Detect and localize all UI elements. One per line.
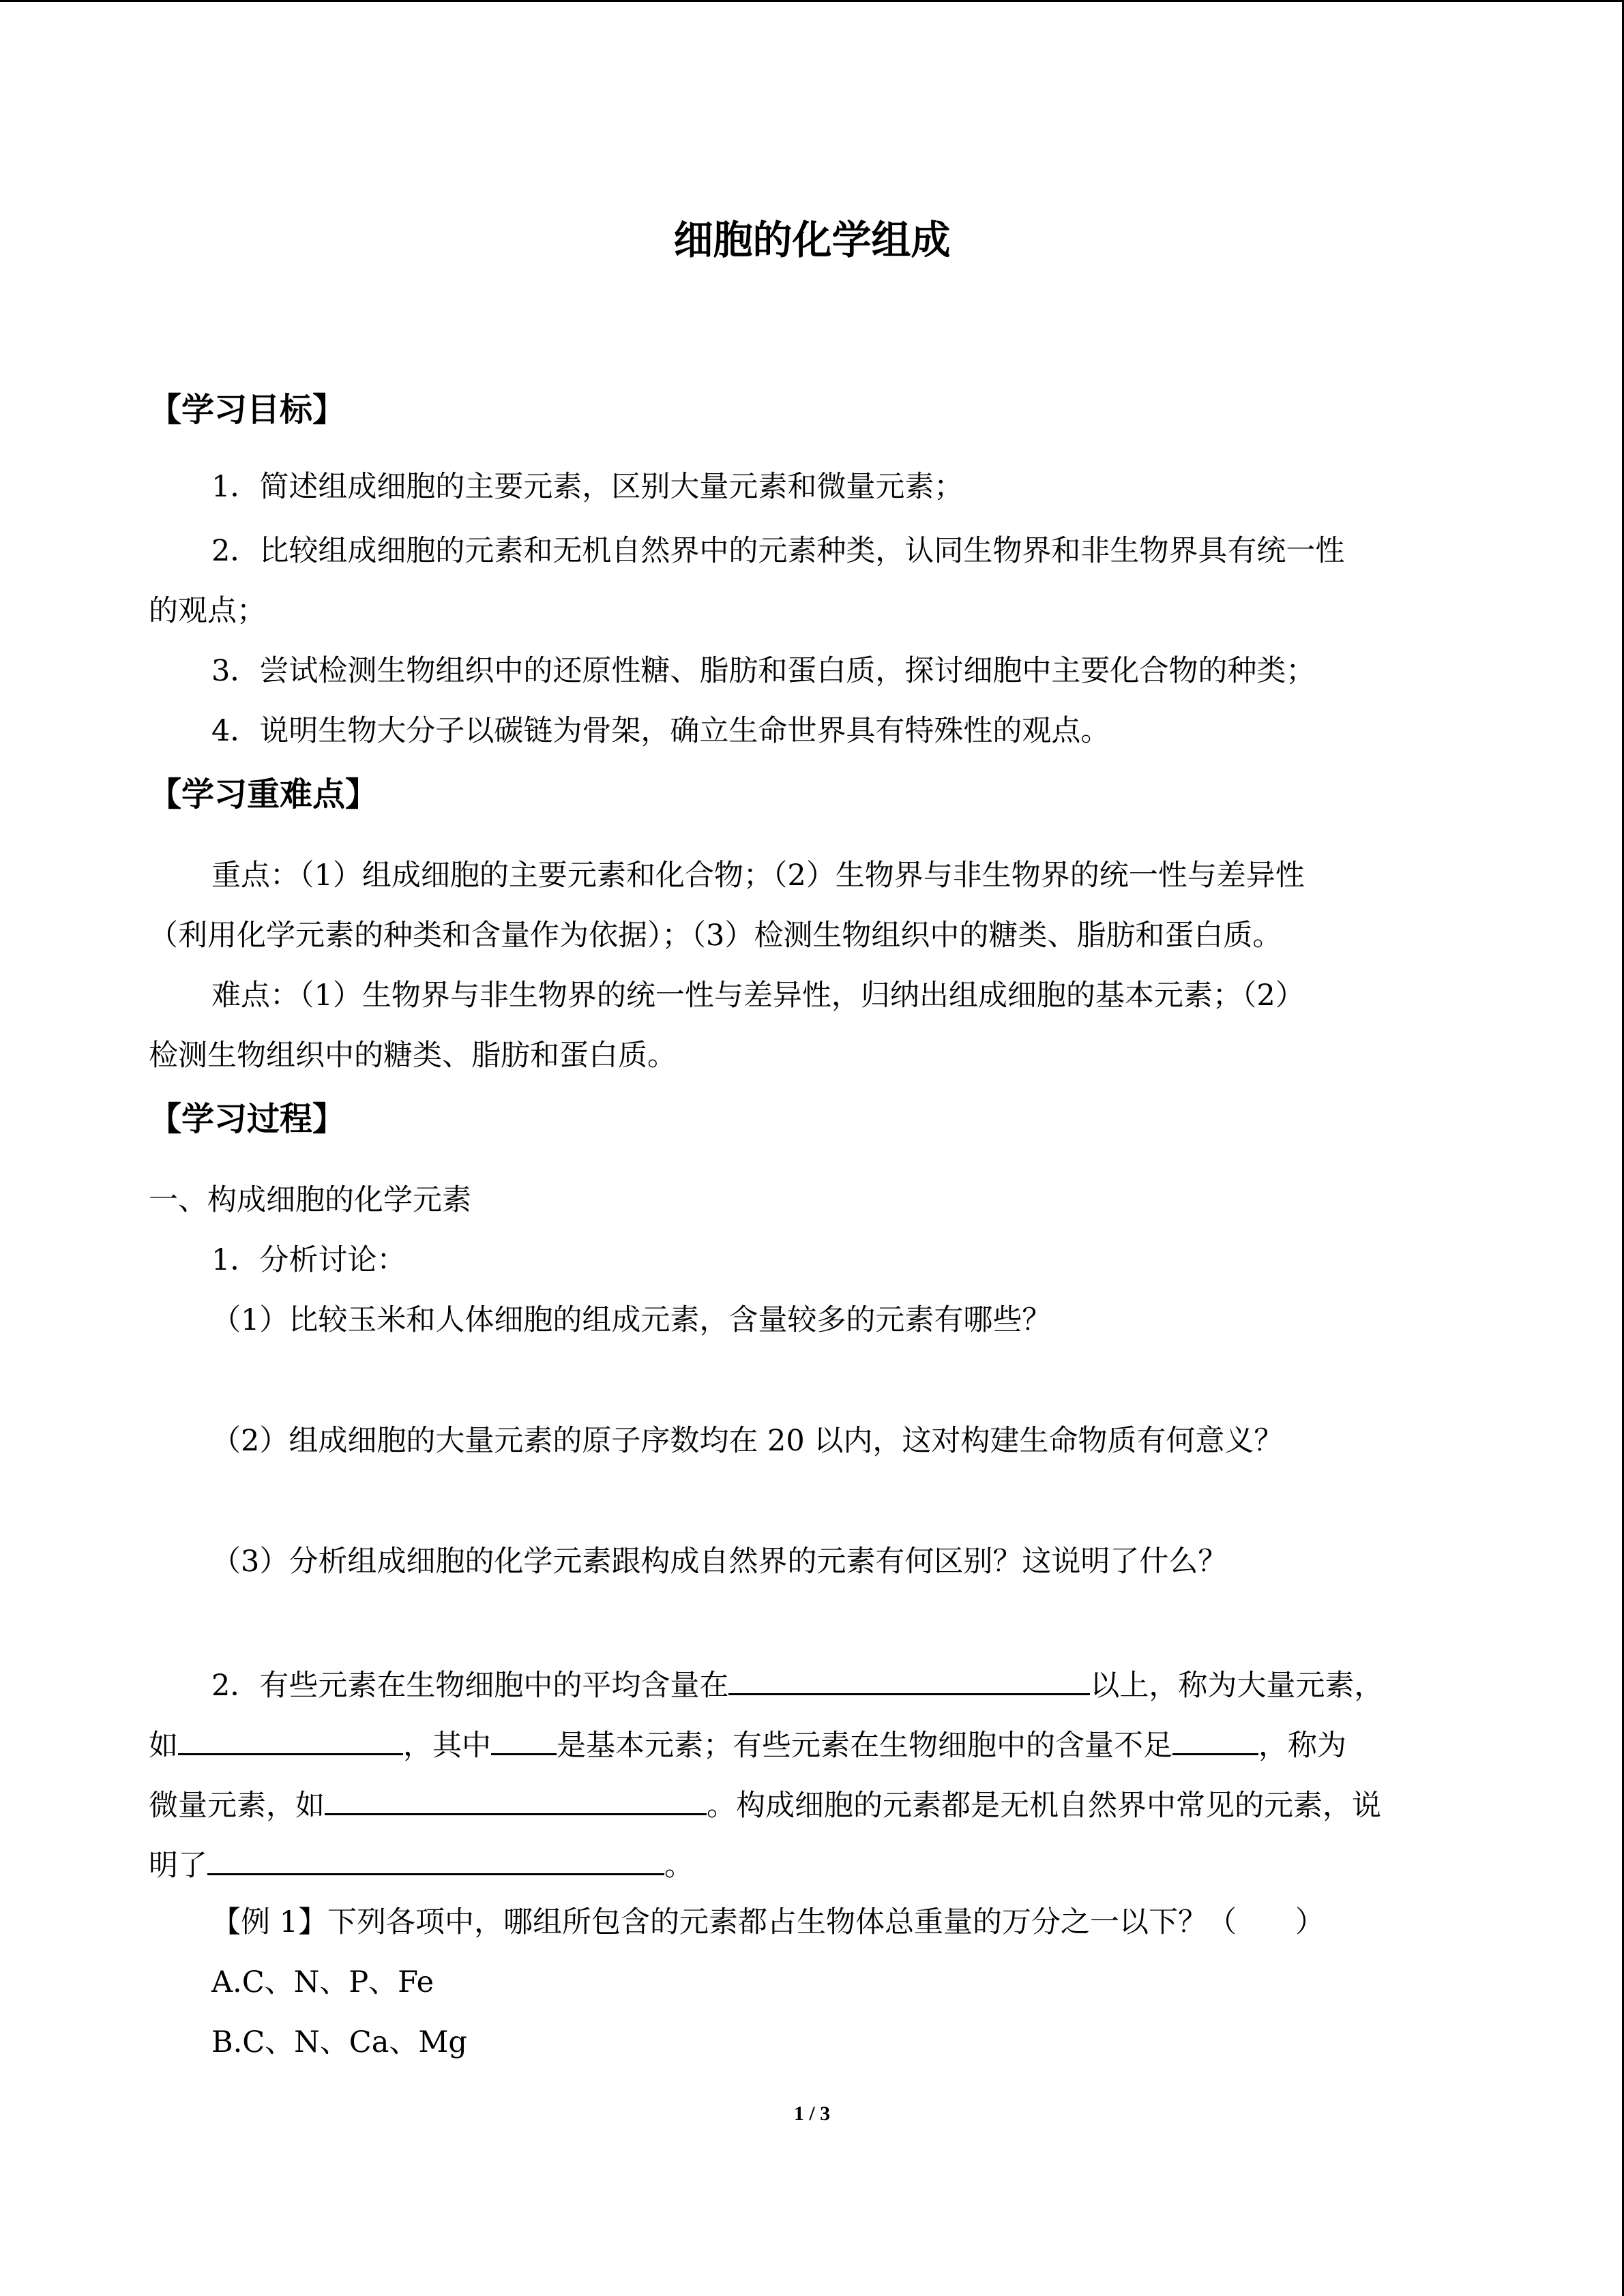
- focus-line-1: 重点：（1）组成细胞的主要元素和化合物；（2）生物界与非生物界的统一性与差异性: [211, 859, 1305, 893]
- question-3: （3）分析组成细胞的化学元素跟构成自然界的元素有何区别？这说明了什么？: [211, 1545, 1228, 1579]
- objective-3: 3．尝试检测生物组织中的还原性糖、脂肪和蛋白质，探讨细胞中主要化合物的种类；: [211, 654, 1316, 688]
- fill-in-line-2: [149, 1722, 1346, 1766]
- question-1: （1）比较玉米和人体细胞的组成元素，含量较多的元素有哪些？: [211, 1303, 1052, 1337]
- difficulty-line-2: 检测生物组织中的糖类、脂肪和蛋白质。: [149, 1039, 677, 1073]
- section-heading-process: 【学习过程】: [149, 1100, 346, 1138]
- section-heading-key-points: 【学习重难点】: [149, 775, 379, 814]
- example-1-question: 【例 1】下列各项中，哪组所包含的元素都占生物体总重量的万分之一以下？（ ）: [211, 1905, 1325, 1939]
- fill-in-text: 。: [664, 1849, 694, 1883]
- answer-blank[interactable]: [491, 1722, 557, 1755]
- answer-blank[interactable]: [178, 1722, 403, 1755]
- answer-blank[interactable]: [1172, 1722, 1258, 1755]
- fill-in-text: 明了: [149, 1849, 207, 1883]
- fill-in-text: 2．有些元素在生物细胞中的平均含量在: [211, 1669, 729, 1703]
- page-top-border: [0, 0, 1624, 2]
- objective-2-line-1: 2．比较组成细胞的元素和无机自然界中的元素种类，认同生物界和非生物界具有统一性: [211, 534, 1345, 568]
- objective-1: 1．简述组成细胞的主要元素，区别大量元素和微量元素；: [211, 470, 964, 504]
- fill-in-text: 以上，称为大量元素，: [1090, 1669, 1384, 1703]
- example-1-option-b: B.C、N、Ca、Mg: [211, 2025, 467, 2059]
- example-1-option-a: A.C、N、P、Fe: [211, 1965, 434, 1999]
- fill-in-text: ，称为: [1258, 1729, 1346, 1763]
- fill-in-line-4: [149, 1842, 694, 1886]
- fill-in-line-3: [149, 1782, 1381, 1826]
- page-number: 1 / 3: [793, 2102, 831, 2125]
- part-1-heading: 一、构成细胞的化学元素: [149, 1183, 471, 1217]
- fill-in-text: 微量元素，如: [149, 1789, 325, 1823]
- answer-blank[interactable]: [207, 1842, 664, 1875]
- fill-in-text: ，其中: [403, 1729, 491, 1763]
- answer-blank[interactable]: [325, 1782, 707, 1815]
- section-heading-objectives: 【学习目标】: [149, 391, 346, 429]
- fill-in-line-1: [211, 1662, 1383, 1706]
- fill-in-text: 是基本元素；有些元素在生物细胞中的含量不足: [557, 1729, 1172, 1763]
- fill-in-text: 。构成细胞的元素都是无机自然界中常见的元素，说: [707, 1789, 1381, 1823]
- question-2: （2）组成细胞的大量元素的原子序数均在 20 以内，这对构建生命物质有何意义？: [211, 1424, 1284, 1458]
- fill-in-text: 如: [149, 1729, 178, 1763]
- document-title: 细胞的化学组成: [673, 217, 951, 263]
- difficulty-line-1: 难点：（1）生物界与非生物界的统一性与差异性，归纳出组成细胞的基本元素；（2）: [211, 979, 1305, 1013]
- focus-line-2: （利用化学元素的种类和含量作为依据）；（3）检测生物组织中的糖类、脂肪和蛋白质。: [149, 919, 1282, 953]
- objective-4: 4．说明生物大分子以碳链为骨架，确立生命世界具有特殊性的观点。: [211, 714, 1110, 748]
- item-1-label: 1．分析讨论：: [211, 1243, 407, 1277]
- answer-blank[interactable]: [728, 1662, 1090, 1695]
- objective-2-line-2: 的观点；: [149, 594, 266, 628]
